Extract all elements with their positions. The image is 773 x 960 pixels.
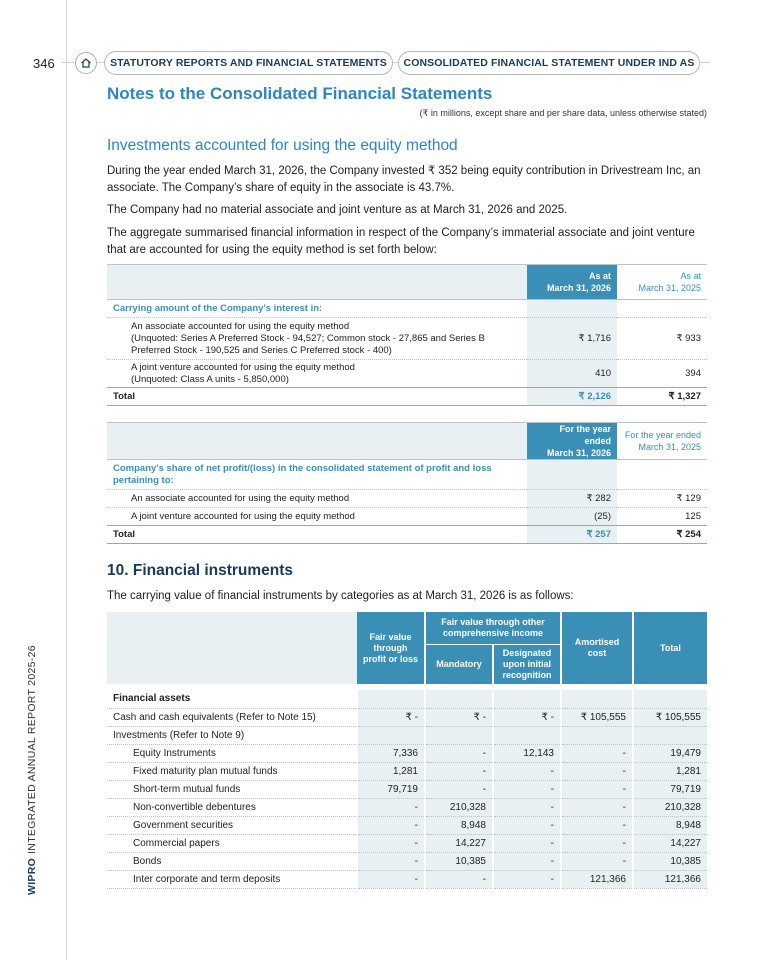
table-row-label: A joint venture accounted for using the equity method (Unquoted: Class A units - 5,850,000) (107, 360, 527, 388)
table-row (107, 708, 707, 726)
header-blank (107, 612, 357, 684)
row-label: Equity Instruments (107, 744, 357, 762)
table-cell (633, 726, 707, 744)
breadcrumb-consolidated-statement[interactable]: CONSOLIDATED FINANCIAL STATEMENT UNDER IND AS (398, 51, 700, 75)
row-label: Government securities (107, 816, 357, 834)
table-cell: - (493, 762, 561, 780)
breadcrumb-statutory-reports[interactable]: STATUTORY REPORTS AND FINANCIAL STATEMENTS (104, 51, 393, 75)
total-value-2026: ₹ 257 (527, 526, 617, 544)
row-label: Fixed maturity plan mutual funds (107, 762, 357, 780)
table-cell: - (357, 816, 425, 834)
financial-instruments-intro: The carrying value of financial instruments by categories as at March 31, 2026 is as follows: (107, 590, 574, 602)
table-cell: 10,385 (425, 852, 493, 870)
table-cell: 19,479 (633, 744, 707, 762)
table-row (107, 780, 707, 798)
table-cell: - (425, 870, 493, 888)
row-label: Short-term mutual funds (107, 780, 357, 798)
equity-paragraph-3: The aggregate summarised financial information in respect of the Company’s immaterial associate and joint venture that are accounted for using the equity method is set forth below: (107, 227, 695, 256)
table-cell: ₹ - (357, 708, 425, 726)
table-cell: 125 (617, 508, 707, 526)
table-cell: - (561, 762, 633, 780)
home-icon (80, 57, 92, 69)
units-note: (₹ in millions, except share and per share data, unless otherwise stated) (419, 108, 707, 118)
report-name: INTEGRATED ANNUAL REPORT 2025-26 (26, 645, 38, 854)
table-subheading: Carrying amount of the Company’s interest in: (107, 300, 527, 318)
row-label: Bonds (107, 852, 357, 870)
table-row (107, 798, 707, 816)
home-button[interactable] (75, 52, 97, 74)
table-row-label: An associate accounted for using the equity method (107, 490, 527, 508)
header-blank (107, 423, 527, 460)
equity-paragraph-2: The Company had no material associate and joint venture as at March 31, 2026 and 2025. (107, 204, 568, 216)
table-cell: 210,328 (633, 798, 707, 816)
table-cell: - (357, 852, 425, 870)
table-cell: - (493, 834, 561, 852)
table-cell: 7,336 (357, 744, 425, 762)
table-cell: - (561, 798, 633, 816)
table-cell: 10,385 (633, 852, 707, 870)
table-cell: ₹ 933 (617, 318, 707, 360)
page-title: Notes to the Consolidated Financial Statements (107, 84, 493, 103)
table-cell: ₹ - (493, 708, 561, 726)
table-cell: 8,948 (633, 816, 707, 834)
table-cell: - (493, 852, 561, 870)
table-cell: - (561, 852, 633, 870)
profit-share-table (107, 422, 707, 544)
header-blank (107, 265, 527, 300)
table-row (107, 834, 707, 852)
table-cell: - (493, 798, 561, 816)
total-label: Total (107, 526, 527, 544)
table-cell: - (425, 780, 493, 798)
table-cell: - (493, 816, 561, 834)
section-label-financial-assets: Financial assets (107, 690, 357, 708)
table-cell: 210,328 (425, 798, 493, 816)
column-header-total: Total (633, 612, 707, 684)
table-row-label: A joint venture accounted for using the equity method (107, 508, 527, 526)
row-label: Inter corporate and term deposits (107, 870, 357, 888)
row-label: Cash and cash equivalents (Refer to Note 15) (107, 708, 357, 726)
table-cell: - (357, 870, 425, 888)
table-cell: 1,281 (633, 762, 707, 780)
table-cell: ₹ 105,555 (633, 708, 707, 726)
column-header-2025: For the year ended March 31, 2025 (624, 430, 701, 452)
table-cell: 8,948 (425, 816, 493, 834)
table-cell: 410 (527, 360, 617, 388)
table-cell (493, 726, 561, 744)
total-value-2026: ₹ 2,126 (527, 388, 617, 406)
table-cell (561, 726, 633, 744)
sidebar-brand (26, 645, 38, 895)
row-label: Commercial papers (107, 834, 357, 852)
table-cell: - (561, 744, 633, 762)
table-cell: ₹ 282 (527, 490, 617, 508)
table-cell: - (561, 780, 633, 798)
table-row (107, 744, 707, 762)
table-subheading: Company’s share of net profit/(loss) in the consolidated statement of profit and loss pertaining to: (107, 460, 527, 490)
table-cell: 14,227 (633, 834, 707, 852)
table-cell: - (561, 834, 633, 852)
row-label: Non-convertible debentures (107, 798, 357, 816)
table-cell: - (357, 834, 425, 852)
financial-instruments-heading: 10. Financial instruments (107, 562, 294, 579)
table-cell: 12,143 (493, 744, 561, 762)
table-cell: 1,281 (357, 762, 425, 780)
sidebar-divider (66, 0, 67, 960)
header-rule (700, 62, 710, 63)
table-cell: ₹ - (425, 708, 493, 726)
table-cell: 121,366 (633, 870, 707, 888)
table-row-label: An associate accounted for using the equity method (Unquoted: Series A Preferred Stock - 94,527; Common stock - 27,865 and Series B Preferred Stock - 190,525 and Series C Preferred stock - 400) (107, 318, 527, 360)
table-row (107, 726, 707, 744)
table-cell (357, 726, 425, 744)
column-header-2026: As at March 31, 2026 (527, 265, 617, 300)
column-header-designated: Designated upon initial recognition (493, 644, 561, 684)
table-cell: ₹ 1,716 (527, 318, 617, 360)
total-label: Total (107, 388, 527, 406)
table-cell: 14,227 (425, 834, 493, 852)
table-cell: - (561, 816, 633, 834)
row-label: Investments (Refer to Note 9) (107, 726, 357, 744)
table-row (107, 816, 707, 834)
total-value-2025: ₹ 254 (617, 526, 707, 544)
table-cell: - (425, 744, 493, 762)
table-cell: ₹ 129 (617, 490, 707, 508)
table-row (107, 762, 707, 780)
column-header-amortised: Amortised cost (561, 612, 633, 684)
table-cell: ₹ 105,555 (561, 708, 633, 726)
total-value-2025: ₹ 1,327 (617, 388, 707, 406)
table-row (107, 870, 707, 888)
column-header-2026: For the year ended March 31, 2026 (527, 423, 617, 460)
page-number: 346 (33, 56, 55, 71)
table-cell: 79,719 (357, 780, 425, 798)
header-rule (62, 62, 74, 63)
column-header-mandatory: Mandatory (425, 644, 493, 684)
table-cell: - (493, 870, 561, 888)
carrying-amount-table (107, 264, 707, 406)
equity-method-heading: Investments accounted for using the equity method (107, 137, 458, 154)
column-header-2025: As at March 31, 2025 (638, 271, 701, 293)
table-cell: 121,366 (561, 870, 633, 888)
table-row (107, 852, 707, 870)
column-header-fvoci: Fair value through other comprehensive income (425, 612, 561, 644)
brand-name: WIPRO (26, 857, 38, 895)
table-cell: 79,719 (633, 780, 707, 798)
financial-instruments-table (107, 612, 707, 889)
column-header-fvtpl: Fair value through profit or loss (357, 612, 425, 684)
table-cell: - (493, 780, 561, 798)
table-cell: - (357, 798, 425, 816)
table-cell (425, 726, 493, 744)
equity-paragraph-1: During the year ended March 31, 2026, the Company invested ₹ 352 being equity contribution in Drivestream Inc, an associate. The Company’s share of equity in the associate is 43.7%. (107, 165, 701, 194)
table-cell: 394 (617, 360, 707, 388)
table-cell: - (425, 762, 493, 780)
table-cell: (25) (527, 508, 617, 526)
